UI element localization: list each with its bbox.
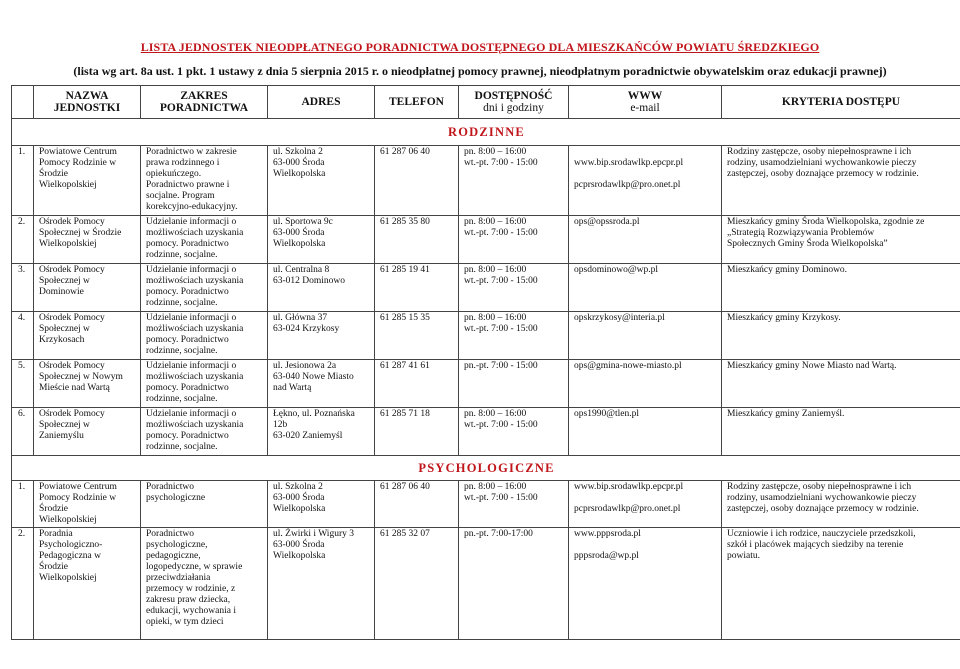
unit-hours-line: pn. 8:00 – 16:00 [464, 313, 527, 323]
unit-address-line: 63-024 Krzykosy [273, 324, 340, 334]
counselling-scope-line: rodzinne, socjalne. [146, 346, 218, 356]
unit-www-email [569, 408, 722, 456]
counselling-scope-line: możliwościach uzyskania [146, 324, 244, 334]
unit-name-line: Dominowie [39, 287, 84, 297]
row-number [12, 360, 34, 408]
unit-address-line: Łękno, ul. Poznańska [273, 409, 355, 419]
counselling-scope-line: psychologiczne [146, 493, 206, 503]
counselling-scope-line: opieki, w tym dzieci [146, 617, 224, 627]
unit-hours-line: wt.-pt. 7:00 - 15:00 [464, 228, 538, 238]
unit-www-email [569, 360, 722, 408]
unit-www-email [569, 528, 722, 640]
unit-phone [375, 528, 459, 640]
unit-name-line: Pedagogiczna w [39, 551, 101, 561]
unit-www-email-line: www.pppsroda.pl [574, 529, 641, 539]
access-criteria-line: Uczniowie i ich rodzice, nauczyciele przedszkoli, [727, 529, 916, 539]
unit-name-line: Środzie [39, 504, 69, 514]
access-criteria-line: zastępczej, osoby doznające przemocy w rodzinie. [727, 169, 919, 179]
table-row [12, 264, 960, 312]
access-criteria [722, 312, 960, 360]
unit-www-email [569, 264, 722, 312]
access-criteria [722, 481, 960, 528]
row-number [12, 481, 34, 528]
unit-www-email-line [574, 493, 717, 504]
unit-name-line: Powiatowe Centrum [39, 147, 117, 157]
access-criteria-line: powiatu. [727, 551, 760, 561]
unit-hours-line: pn.-pt. 7:00-17:00 [464, 529, 533, 539]
unit-phone [375, 408, 459, 456]
unit-hours-line: pn. 8:00 – 16:00 [464, 217, 527, 227]
access-criteria-line: „Strategią Rozwiązywania Problemów [727, 228, 875, 238]
unit-address-line: 63-040 Nowe Miasto [273, 372, 354, 382]
unit-phone-line: 61 285 32 07 [380, 529, 430, 539]
access-criteria [722, 528, 960, 640]
counselling-scope-line: socjalne. Program [146, 191, 215, 201]
table-row [12, 216, 960, 264]
counselling-scope-line: Poradnictwo [146, 482, 195, 492]
unit-hours-line: wt.-pt. 7:00 - 15:00 [464, 493, 538, 503]
unit-name-line: Społecznej w [39, 324, 90, 334]
unit-phone-line: 61 285 35 80 [380, 217, 430, 227]
access-criteria-line: rodziny, usamodzielniani wychowankowie pieczy [727, 158, 917, 168]
unit-name-line: Ośrodek Pomocy [39, 409, 105, 419]
unit-phone-line: 61 285 19 41 [380, 265, 430, 275]
counselling-scope-line: Poradnictwo w zakresie [146, 147, 237, 157]
counselling-scope [141, 528, 268, 640]
unit-hours-line: wt.-pt. 7:00 - 15:00 [464, 158, 538, 168]
unit-name [34, 146, 141, 216]
unit-www-email-line: ops1990@tlen.pl [574, 409, 639, 419]
access-criteria [722, 360, 960, 408]
unit-hours [459, 408, 569, 456]
unit-address [268, 264, 375, 312]
counselling-scope-line: pomocy. Poradnictwo [146, 287, 229, 297]
access-criteria-line: Mieszkańcy gminy Dominowo. [727, 265, 848, 275]
unit-name [34, 528, 141, 640]
unit-address-line: ul. Żwirki i Wigury 3 [273, 529, 354, 539]
unit-address-line: 63-012 Dominowo [273, 276, 346, 286]
unit-name [34, 408, 141, 456]
unit-name-line: Zaniemyślu [39, 431, 84, 441]
page-title: LISTA JEDNOSTEK NIEODPŁATNEGO PORADNICTWA DOSTĘPNEGO DLA MIESZKAŃCÓW POWIATU ŚREDZKIEGO [140, 40, 820, 54]
row-number [12, 146, 34, 216]
unit-address [268, 408, 375, 456]
unit-phone [375, 146, 459, 216]
unit-phone [375, 481, 459, 528]
access-criteria [722, 264, 960, 312]
header-criteria: KRYTERIA DOSTĘPU [722, 86, 960, 119]
counselling-scope-line: rodzinne, socjalne. [146, 394, 218, 404]
unit-www-email-line: www.bip.srodawlkp.epcpr.pl [574, 482, 684, 492]
page-subtitle: (lista wg art. 8a ust. 1 pkt. 1 ustawy z dnia 5 sierpnia 2015 r. o nieodpłatnej pomocy prawnej, nieodpłatnym poradnictwie obywatelskim oraz edukacji prawnej) [73, 64, 887, 78]
counselling-scope [141, 264, 268, 312]
counselling-scope-line: Udzielanie informacji o [146, 265, 237, 275]
counselling-scope-line: Poradnictwo [146, 529, 195, 539]
unit-phone-line: 61 287 41 61 [380, 361, 430, 371]
unit-name-line: Środzie [39, 169, 69, 179]
counselling-scope-line: edukacji, wychowania i [146, 606, 236, 616]
counselling-scope-line: rodzinne, socjalne. [146, 250, 218, 260]
counselling-scope-line: przemocy w rodzinie, z [146, 584, 236, 594]
unit-name [34, 360, 141, 408]
unit-www-email-line: opsdominowo@wp.pl [574, 265, 658, 275]
unit-address-line: 63-020 Zaniemyśl [273, 431, 343, 441]
unit-phone [375, 216, 459, 264]
table-row [12, 408, 960, 456]
access-criteria [722, 146, 960, 216]
unit-www-email-line: www.bip.srodawlkp.epcpr.pl [574, 158, 684, 168]
unit-www-email-line: opskrzykosy@interia.pl [574, 313, 665, 323]
row-number [12, 312, 34, 360]
table-row [12, 360, 960, 408]
unit-name-line: Wielkopolskiej [39, 180, 97, 190]
unit-www-email-line: pcprsrodawlkp@pro.onet.pl [574, 180, 681, 190]
unit-name-line: Poradnia [39, 529, 73, 539]
counselling-scope-line: logopedyczne, w sprawie [146, 562, 243, 572]
table-row [12, 528, 960, 640]
unit-hours [459, 528, 569, 640]
counselling-scope-line: korekcyjno-edukacyjny. [146, 202, 238, 212]
counselling-scope-line: pomocy. Poradnictwo [146, 335, 229, 345]
unit-address-line: 63-000 Środa [273, 158, 325, 168]
access-criteria-line: Mieszkańcy gminy Zaniemyśl. [727, 409, 845, 419]
units-table [11, 85, 960, 640]
unit-address [268, 146, 375, 216]
unit-www-email-line: pppsroda@wp.pl [574, 551, 639, 561]
counselling-scope-line: pomocy. Poradnictwo [146, 239, 229, 249]
unit-hours-line: pn.-pt. 7:00 - 15:00 [464, 361, 538, 371]
header-phone: TELEFON [375, 86, 459, 119]
unit-hours-line: pn. 8:00 – 16:00 [464, 147, 527, 157]
unit-name-line: Krzykosach [39, 335, 85, 345]
unit-address-line: Wielkopolska [273, 504, 326, 514]
unit-www-email-line: ops@gmina-nowe-miasto.pl [574, 361, 682, 371]
unit-www-email [569, 481, 722, 528]
unit-www-email-line [574, 540, 717, 551]
access-criteria-line: Mieszkańcy gminy Krzykosy. [727, 313, 841, 323]
unit-address [268, 312, 375, 360]
row-number-line: 2. [18, 217, 26, 227]
row-number [12, 408, 34, 456]
counselling-scope-line: rodzinne, socjalne. [146, 442, 218, 452]
counselling-scope-line: Poradnictwo prawne i [146, 180, 230, 190]
row-number-line: 1. [18, 482, 26, 492]
unit-address-line: Wielkopolska [273, 169, 326, 179]
counselling-scope-line: Udzielanie informacji o [146, 361, 237, 371]
access-criteria-line: Mieszkańcy gminy Nowe Miasto nad Wartą. [727, 361, 897, 371]
unit-name-line: Środzie [39, 562, 69, 572]
unit-phone-line: 61 287 06 40 [380, 147, 430, 157]
unit-hours [459, 146, 569, 216]
counselling-scope-line: Udzielanie informacji o [146, 313, 237, 323]
counselling-scope-line: pedagogiczne, [146, 551, 201, 561]
counselling-scope-line: zakresu praw dziecka, [146, 595, 231, 605]
unit-hours-line: pn. 8:00 – 16:00 [464, 265, 527, 275]
header-hours: DOSTĘPNOŚĆ dni i godziny [459, 86, 569, 119]
counselling-scope-line: opiekuńczego. [146, 169, 202, 179]
unit-name-line: Mieście nad Wartą [39, 383, 110, 393]
unit-name-line: Wielkopolskiej [39, 239, 97, 249]
unit-address-line: nad Wartą [273, 383, 312, 393]
counselling-scope-line: możliwościach uzyskania [146, 372, 244, 382]
counselling-scope [141, 408, 268, 456]
unit-address-line: 63-000 Środa [273, 228, 325, 238]
unit-address-line: 63-000 Środa [273, 493, 325, 503]
unit-name-line: Wielkopolskiej [39, 515, 97, 525]
access-criteria-line: zastępczej, osoby doznające przemocy w rodzinie. [727, 504, 919, 514]
table-row [12, 146, 960, 216]
counselling-scope [141, 216, 268, 264]
counselling-scope [141, 481, 268, 528]
access-criteria-line: Społecznych Gminy Środa Wielkopolska” [727, 239, 888, 249]
unit-address-line: ul. Sportowa 9c [273, 217, 333, 227]
unit-www-email [569, 312, 722, 360]
unit-www-email [569, 146, 722, 216]
counselling-scope [141, 360, 268, 408]
access-criteria-line: Rodziny zastępcze, osoby niepełnosprawne i ich [727, 482, 912, 492]
unit-address-line: ul. Szkolna 2 [273, 482, 323, 492]
unit-hours-line: wt.-pt. 7:00 - 15:00 [464, 324, 538, 334]
counselling-scope-line: możliwościach uzyskania [146, 276, 244, 286]
section-title: PSYCHOLOGICZNE [12, 456, 960, 481]
unit-name-line: Pomocy Rodzinie w [39, 493, 117, 503]
table-row [12, 481, 960, 528]
unit-www-email [569, 216, 722, 264]
access-criteria [722, 216, 960, 264]
unit-name-line: Psychologiczno- [39, 540, 103, 550]
counselling-scope [141, 312, 268, 360]
unit-hours-line: wt.-pt. 7:00 - 15:00 [464, 276, 538, 286]
header-www: WWW e-mail [569, 86, 722, 119]
row-number-line: 1. [18, 147, 26, 157]
counselling-scope-line: psychologiczne, [146, 540, 208, 550]
unit-hours [459, 360, 569, 408]
unit-name [34, 264, 141, 312]
unit-name-line: Wielkopolskiej [39, 573, 97, 583]
header-address: ADRES [268, 86, 375, 119]
unit-name-line: Powiatowe Centrum [39, 482, 117, 492]
row-number-line: 5. [18, 361, 26, 371]
unit-hours-line: pn. 8:00 – 16:00 [464, 482, 527, 492]
counselling-scope-line: pomocy. Poradnictwo [146, 383, 229, 393]
unit-name-line: Ośrodek Pomocy [39, 361, 105, 371]
row-number [12, 528, 34, 640]
unit-www-email-line [574, 169, 717, 180]
unit-phone [375, 264, 459, 312]
header-number [12, 86, 34, 119]
counselling-scope-line: rodzinne, socjalne. [146, 298, 218, 308]
unit-www-email-line: ops@opssroda.pl [574, 217, 640, 227]
unit-name-line: Społecznej w [39, 420, 90, 430]
unit-name [34, 481, 141, 528]
counselling-scope-line: możliwościach uzyskania [146, 420, 244, 430]
unit-hours [459, 264, 569, 312]
access-criteria-line: szkół i placówek mających siedziby na terenie [727, 540, 904, 550]
unit-hours [459, 216, 569, 264]
unit-phone-line: 61 285 71 18 [380, 409, 430, 419]
row-number-line: 2. [18, 529, 26, 539]
counselling-scope-line: Udzielanie informacji o [146, 217, 237, 227]
unit-address-line: ul. Główna 37 [273, 313, 328, 323]
section-row [12, 119, 960, 146]
counselling-scope-line: możliwościach uzyskania [146, 228, 244, 238]
unit-address [268, 216, 375, 264]
unit-address-line: ul. Jesionowa 2a [273, 361, 337, 371]
counselling-scope-line: Udzielanie informacji o [146, 409, 237, 419]
unit-phone-line: 61 285 15 35 [380, 313, 430, 323]
unit-name [34, 216, 141, 264]
unit-hours-line: wt.-pt. 7:00 - 15:00 [464, 420, 538, 430]
unit-phone [375, 360, 459, 408]
unit-name-line: Pomocy Rodzinie w [39, 158, 117, 168]
unit-address-line: ul. Szkolna 2 [273, 147, 323, 157]
row-number-line: 3. [18, 265, 26, 275]
access-criteria-line: Mieszkańcy gminy Środa Wielkopolska, zgodnie ze [727, 217, 925, 227]
unit-hours-line: pn. 8:00 – 16:00 [464, 409, 527, 419]
unit-name-line: Ośrodek Pomocy [39, 313, 105, 323]
section-row [12, 456, 960, 481]
counselling-scope-line: prawa rodzinnego i [146, 158, 220, 168]
row-number [12, 264, 34, 312]
unit-address-line: Wielkopolska [273, 239, 326, 249]
counselling-scope-line: pomocy. Poradnictwo [146, 431, 229, 441]
unit-name-line: Społecznej w Nowym [39, 372, 123, 382]
section-title: RODZINNE [12, 119, 960, 146]
access-criteria-line: rodziny, usamodzielniani wychowankowie pieczy [727, 493, 917, 503]
access-criteria [722, 408, 960, 456]
unit-name-line: Ośrodek Pomocy [39, 217, 105, 227]
unit-phone-line: 61 287 06 40 [380, 482, 430, 492]
counselling-scope [141, 146, 268, 216]
row-number-line: 4. [18, 313, 26, 323]
access-criteria-line: Rodziny zastępcze, osoby niepełnosprawne i ich [727, 147, 912, 157]
row-number-line: 6. [18, 409, 26, 419]
table-row [12, 312, 960, 360]
unit-name [34, 312, 141, 360]
unit-hours [459, 312, 569, 360]
unit-www-email-line [574, 147, 717, 158]
unit-name-line: Ośrodek Pomocy [39, 265, 105, 275]
row-number [12, 216, 34, 264]
unit-hours [459, 481, 569, 528]
unit-address-line: 12b [273, 420, 288, 430]
unit-address [268, 528, 375, 640]
unit-address-line: 63-000 Środa [273, 540, 325, 550]
unit-phone [375, 312, 459, 360]
counselling-scope-line: przeciwdziałania [146, 573, 211, 583]
unit-www-email-line: pcprsrodawlkp@pro.onet.pl [574, 504, 681, 514]
header-name: NAZWA JEDNOSTKI [34, 86, 141, 119]
unit-address-line: ul. Centralna 8 [273, 265, 330, 275]
unit-name-line: Społecznej w Środzie [39, 228, 122, 238]
unit-address [268, 360, 375, 408]
header-scope: ZAKRES PORADNICTWA [141, 86, 268, 119]
unit-address-line: Wielkopolska [273, 551, 326, 561]
unit-address [268, 481, 375, 528]
table-header-row [12, 86, 960, 119]
unit-name-line: Społecznej w [39, 276, 90, 286]
